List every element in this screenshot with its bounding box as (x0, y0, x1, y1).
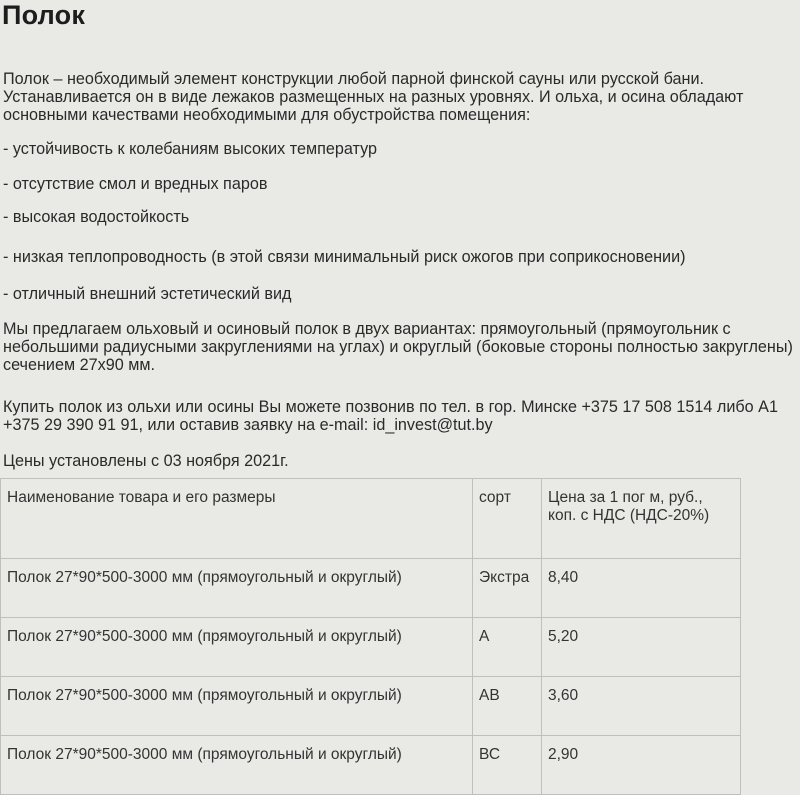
offer-paragraph: Мы предлагаем ольховый и осиновый полок в двух вариантах: прямоугольный (прямоугольник с небольшими радиусными закруглениями на углах) и округлый (боковые стороны полностью закруглены) сечением 27х90 мм. (3, 320, 793, 374)
cell-grade: А (473, 618, 542, 677)
header-price: Цена за 1 пог м, руб., коп. с НДС (НДС-20%) (542, 479, 741, 559)
cell-grade: Экстра (473, 559, 542, 618)
page-title: Полок (2, 0, 86, 30)
table-row (1, 736, 741, 795)
bullet-item: - высокая водостойкость (3, 208, 190, 226)
header-grade: сорт (473, 479, 542, 559)
cell-product-name: Полок 27*90*500-3000 мм (прямоугольный и округлый) (1, 559, 473, 618)
cell-grade: АВ (473, 677, 542, 736)
table-row (1, 618, 741, 677)
table-header-row (1, 479, 741, 559)
cell-price: 3,60 (542, 677, 741, 736)
cell-product-name: Полок 27*90*500-3000 мм (прямоугольный и округлый) (1, 736, 473, 795)
table-row (1, 677, 741, 736)
contact-paragraph: Купить полок из ольхи или осины Вы можете позвонив по тел. в гор. Минске +375 17 508 1514 либо А1 +375 29 390 91 91, или оставив заявку на e-mail: id_invest@tut.by (3, 398, 778, 434)
header-product-name: Наименование товара и его размеры (1, 479, 473, 559)
bullet-item: - низкая теплопроводность (в этой связи минимальный риск ожогов при соприкосновении) (3, 248, 686, 266)
cell-price: 2,90 (542, 736, 741, 795)
bullet-item: - отсутствие смол и вредных паров (3, 175, 268, 193)
cell-grade: ВС (473, 736, 542, 795)
price-table (0, 478, 741, 795)
prices-date: Цены установлены с 03 ноября 2021г. (3, 452, 289, 470)
cell-product-name: Полок 27*90*500-3000 мм (прямоугольный и округлый) (1, 618, 473, 677)
cell-product-name: Полок 27*90*500-3000 мм (прямоугольный и округлый) (1, 677, 473, 736)
cell-price: 8,40 (542, 559, 741, 618)
intro-paragraph: Полок – необходимый элемент конструкции любой парной финской сауны или русской бани. Устанавливается он в виде лежаков размещенных на разных уровнях. И ольха, и осина обладают основными качествами необходимыми для обустройства помещения: (3, 70, 744, 124)
cell-price: 5,20 (542, 618, 741, 677)
bullet-item: - устойчивость к колебаниям высоких температур (3, 140, 378, 158)
table-row (1, 559, 741, 618)
bullet-item: - отличный внешний эстетический вид (3, 285, 292, 303)
